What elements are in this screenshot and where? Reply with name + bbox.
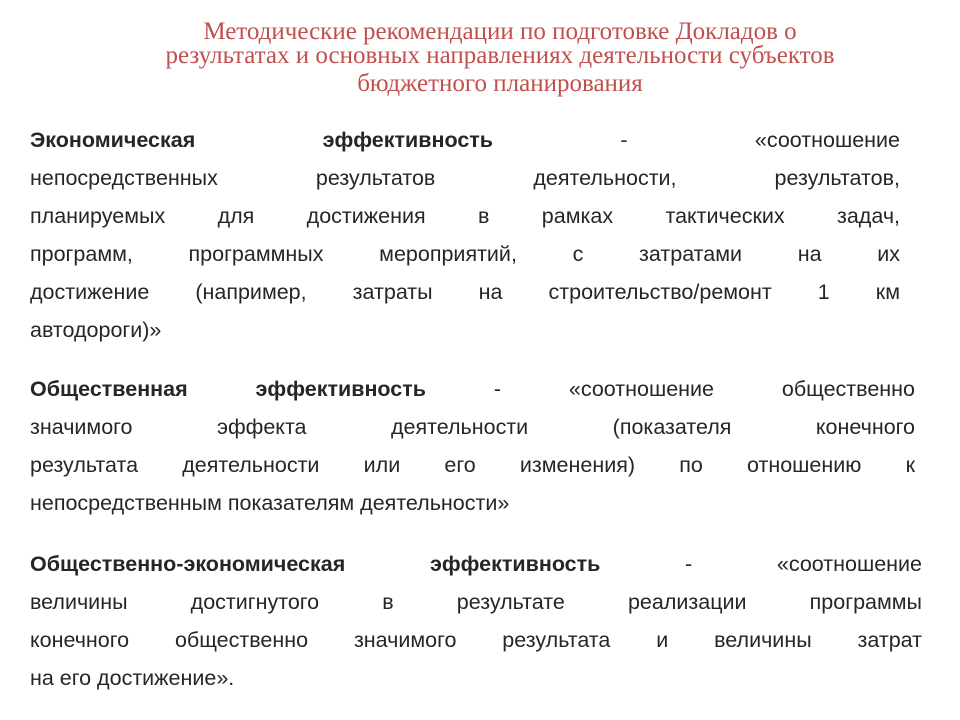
paragraph-socio-economic-efficiency bbox=[30, 545, 922, 697]
paragraph-line: результата деятельности или его изменения) по отношению к bbox=[30, 453, 915, 477]
paragraph-line: программ, программных мероприятий, с затратами на их bbox=[30, 242, 900, 266]
slide-title bbox=[90, 20, 910, 96]
paragraph-line: достижение (например, затраты на строительство/ремонт 1 км bbox=[30, 280, 900, 304]
paragraph-economic-efficiency bbox=[30, 121, 900, 349]
paragraph-line: планируемых для достижения в рамках тактических задач, bbox=[30, 204, 900, 228]
term: Общественная эффективность bbox=[30, 377, 426, 401]
paragraph-line: автодороги)» bbox=[30, 318, 162, 342]
text: - «соотношение bbox=[600, 552, 922, 576]
title-line: Методические рекомендации по подготовке Докладов о bbox=[203, 18, 797, 45]
paragraph-line bbox=[30, 370, 915, 408]
paragraph-line: непосредственных результатов деятельности, результатов, bbox=[30, 166, 900, 190]
paragraph-line: на его достижение». bbox=[30, 666, 235, 690]
paragraph-line: величины достигнутого в результате реализации программы bbox=[30, 590, 922, 614]
text: - «соотношение общественно bbox=[425, 377, 915, 401]
title-line: бюджетного планирования bbox=[357, 70, 643, 97]
term: Экономическая эффективность bbox=[30, 128, 494, 152]
title-line: результатах и основных направлениях деятельности субъектов bbox=[165, 42, 835, 69]
paragraph-line bbox=[30, 545, 922, 583]
term: Общественно-экономическая эффективность bbox=[30, 552, 601, 576]
text: - «соотношение bbox=[493, 128, 900, 152]
paragraph-line: конечного общественно значимого результата и величины затрат bbox=[30, 628, 922, 652]
paragraph-social-efficiency bbox=[30, 370, 915, 522]
paragraph-line: значимого эффекта деятельности (показателя конечного bbox=[30, 415, 915, 439]
paragraph-line bbox=[30, 121, 900, 159]
paragraph-line: непосредственным показателям деятельности» bbox=[30, 491, 510, 515]
